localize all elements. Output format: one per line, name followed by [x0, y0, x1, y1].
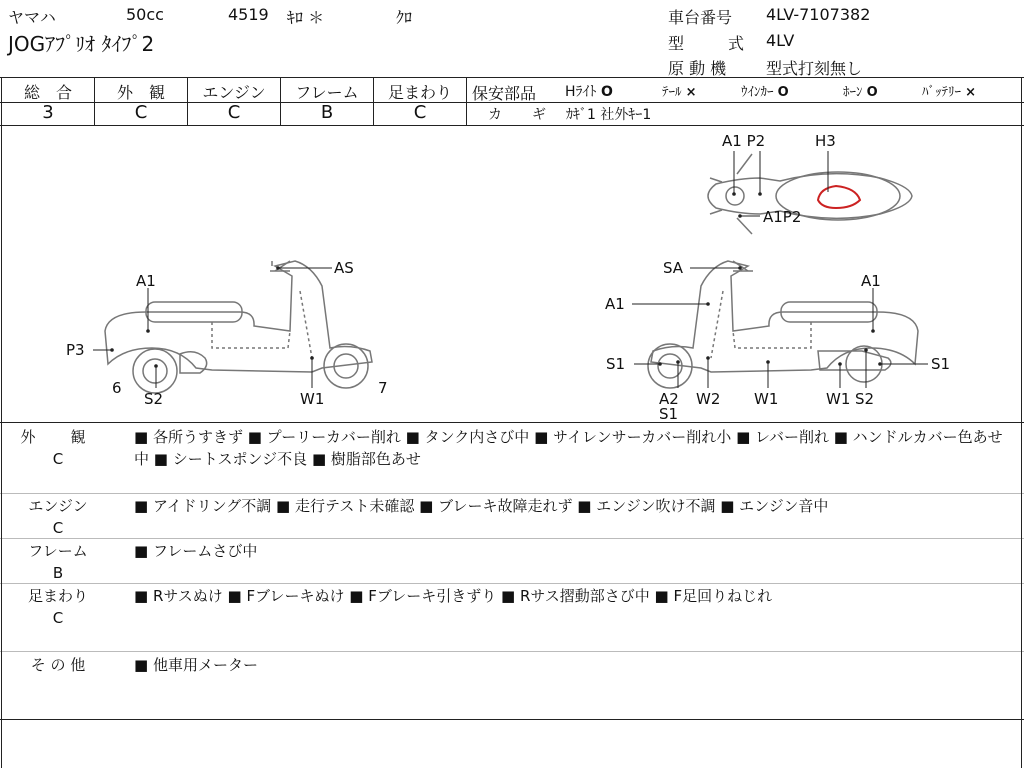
divider	[0, 651, 1024, 652]
safety-label: 保安部品	[472, 84, 537, 103]
grade-header-suspension: 足まわり	[387, 83, 452, 102]
diagram-label: P3	[66, 341, 85, 359]
maker: ヤマハ	[8, 8, 56, 27]
section-engine-text: ■ アイドリング不調 ■ 走行テスト未確認 ■ ブレーキ故障走れず ■ エンジン吹け不調 ■ エンジン音中	[134, 497, 829, 515]
grade-header-overall: 総 合	[23, 83, 72, 102]
engine-value: 型式打刻無し	[766, 59, 863, 78]
section-other-text: ■ 他車用メーター	[134, 656, 258, 674]
symbol: ｷﾛ ＊	[287, 8, 325, 27]
section-exterior-grade: C	[52, 450, 64, 468]
diagram-label: W1	[754, 390, 779, 408]
safety-item-tail: ﾃｰﾙ ×	[662, 85, 697, 100]
top-scooter-outline	[708, 154, 912, 234]
diagram-label: H3	[815, 132, 836, 150]
type-value: 4LV	[766, 31, 795, 50]
status-icon: O	[600, 84, 613, 100]
safety-item-winker: ｳｲﾝｶｰ O	[741, 85, 789, 100]
color: ｸﾛ	[396, 8, 413, 27]
diagram-label: S1	[659, 405, 679, 422]
model-name: JOGｱﾌﾟﾘｵ ﾀｲﾌﾟ2	[8, 32, 155, 56]
divider	[0, 422, 1024, 423]
status-icon: ×	[965, 85, 977, 100]
status-icon: ×	[685, 85, 697, 100]
frame-no: 4LV-7107382	[766, 5, 871, 24]
safety-item-headlight: Hﾗｲﾄ O	[565, 84, 613, 100]
diagram-label: W1	[300, 390, 325, 408]
grade-header-frame: フレーム	[295, 83, 359, 102]
divider	[466, 102, 1024, 103]
key-value: ｶｷﾞ1 社外ｷｰ1	[566, 107, 652, 123]
diagram-label: A1	[136, 272, 156, 290]
section-suspension-text: ■ Rサスぬけ ■ Fブレーキぬけ ■ Fブレーキ引きずり ■ Rサス摺動部さび中 ■ F足回りねじれ	[134, 587, 773, 605]
diagram-label: A1 P2	[722, 132, 766, 150]
grade-frame: B	[320, 102, 334, 123]
diagram-label: S2	[855, 390, 875, 408]
status-icon: O	[866, 85, 878, 100]
damage-mark	[818, 186, 860, 208]
type-label: 型 式	[668, 34, 759, 53]
safety-item-horn: ﾎｰﾝ O	[843, 85, 878, 100]
divider	[0, 719, 1024, 720]
diagram-label: W2	[696, 390, 721, 408]
grade-header-engine: エンジン	[202, 83, 266, 102]
section-engine-grade: C	[52, 519, 64, 537]
diagram-label: SA	[663, 259, 684, 277]
divider	[0, 77, 1024, 78]
diagram-label: A1	[861, 272, 881, 290]
diagram-label: A1P2	[763, 208, 802, 226]
grade-engine: C	[227, 102, 241, 123]
divider	[0, 493, 1024, 494]
condition-diagram	[0, 126, 1024, 422]
diagram-label: S1	[931, 355, 951, 373]
displacement: 50cc	[126, 5, 164, 24]
divider	[0, 538, 1024, 539]
section-other-title: そ の 他	[30, 656, 86, 674]
divider	[466, 77, 467, 125]
section-suspension-title: 足まわり C	[14, 585, 102, 629]
frame-no-label: 車台番号	[668, 8, 733, 27]
safety-item-battery: ﾊﾞｯﾃﾘｰ ×	[922, 85, 977, 100]
diagram-label: S1	[606, 355, 626, 373]
grade-suspension: C	[413, 102, 427, 123]
section-suspension-grade: C	[52, 609, 64, 627]
divider	[0, 583, 1024, 584]
section-engine-title: エンジン C	[14, 495, 102, 539]
key-label: カ ギ	[488, 107, 554, 123]
section-frame-title: フレーム B	[14, 540, 102, 584]
section-frame-text: ■ フレームさび中	[134, 542, 258, 560]
diagram-label: A2	[659, 390, 679, 408]
diagram-label: S2	[144, 390, 164, 408]
grade-overall: 3	[42, 102, 54, 123]
grade-header-exterior: 外 観	[116, 83, 165, 102]
status-icon: O	[777, 85, 789, 100]
grade-exterior: C	[134, 102, 148, 123]
engine-label: 原 動 機	[668, 59, 727, 78]
diagram-label: 7	[378, 379, 388, 397]
diagram-label: AS	[334, 259, 354, 277]
section-exterior-text: ■ 各所うすきず ■ プーリーカバー削れ ■ タンク内さび中 ■ サイレンサーカバー削れ小 ■ レバー削れ ■ ハンドルカバー色あせ中 ■ シートスポンジ不良 ■ 樹脂部色あせ	[134, 428, 1003, 468]
stock-number: 4519	[228, 5, 269, 24]
diagram-label: W1	[826, 390, 851, 408]
diagram-label: A1	[605, 295, 625, 313]
section-frame-grade: B	[52, 564, 64, 582]
section-exterior-title: 外 観 C	[14, 426, 102, 470]
diagram-label: 6	[112, 379, 122, 397]
